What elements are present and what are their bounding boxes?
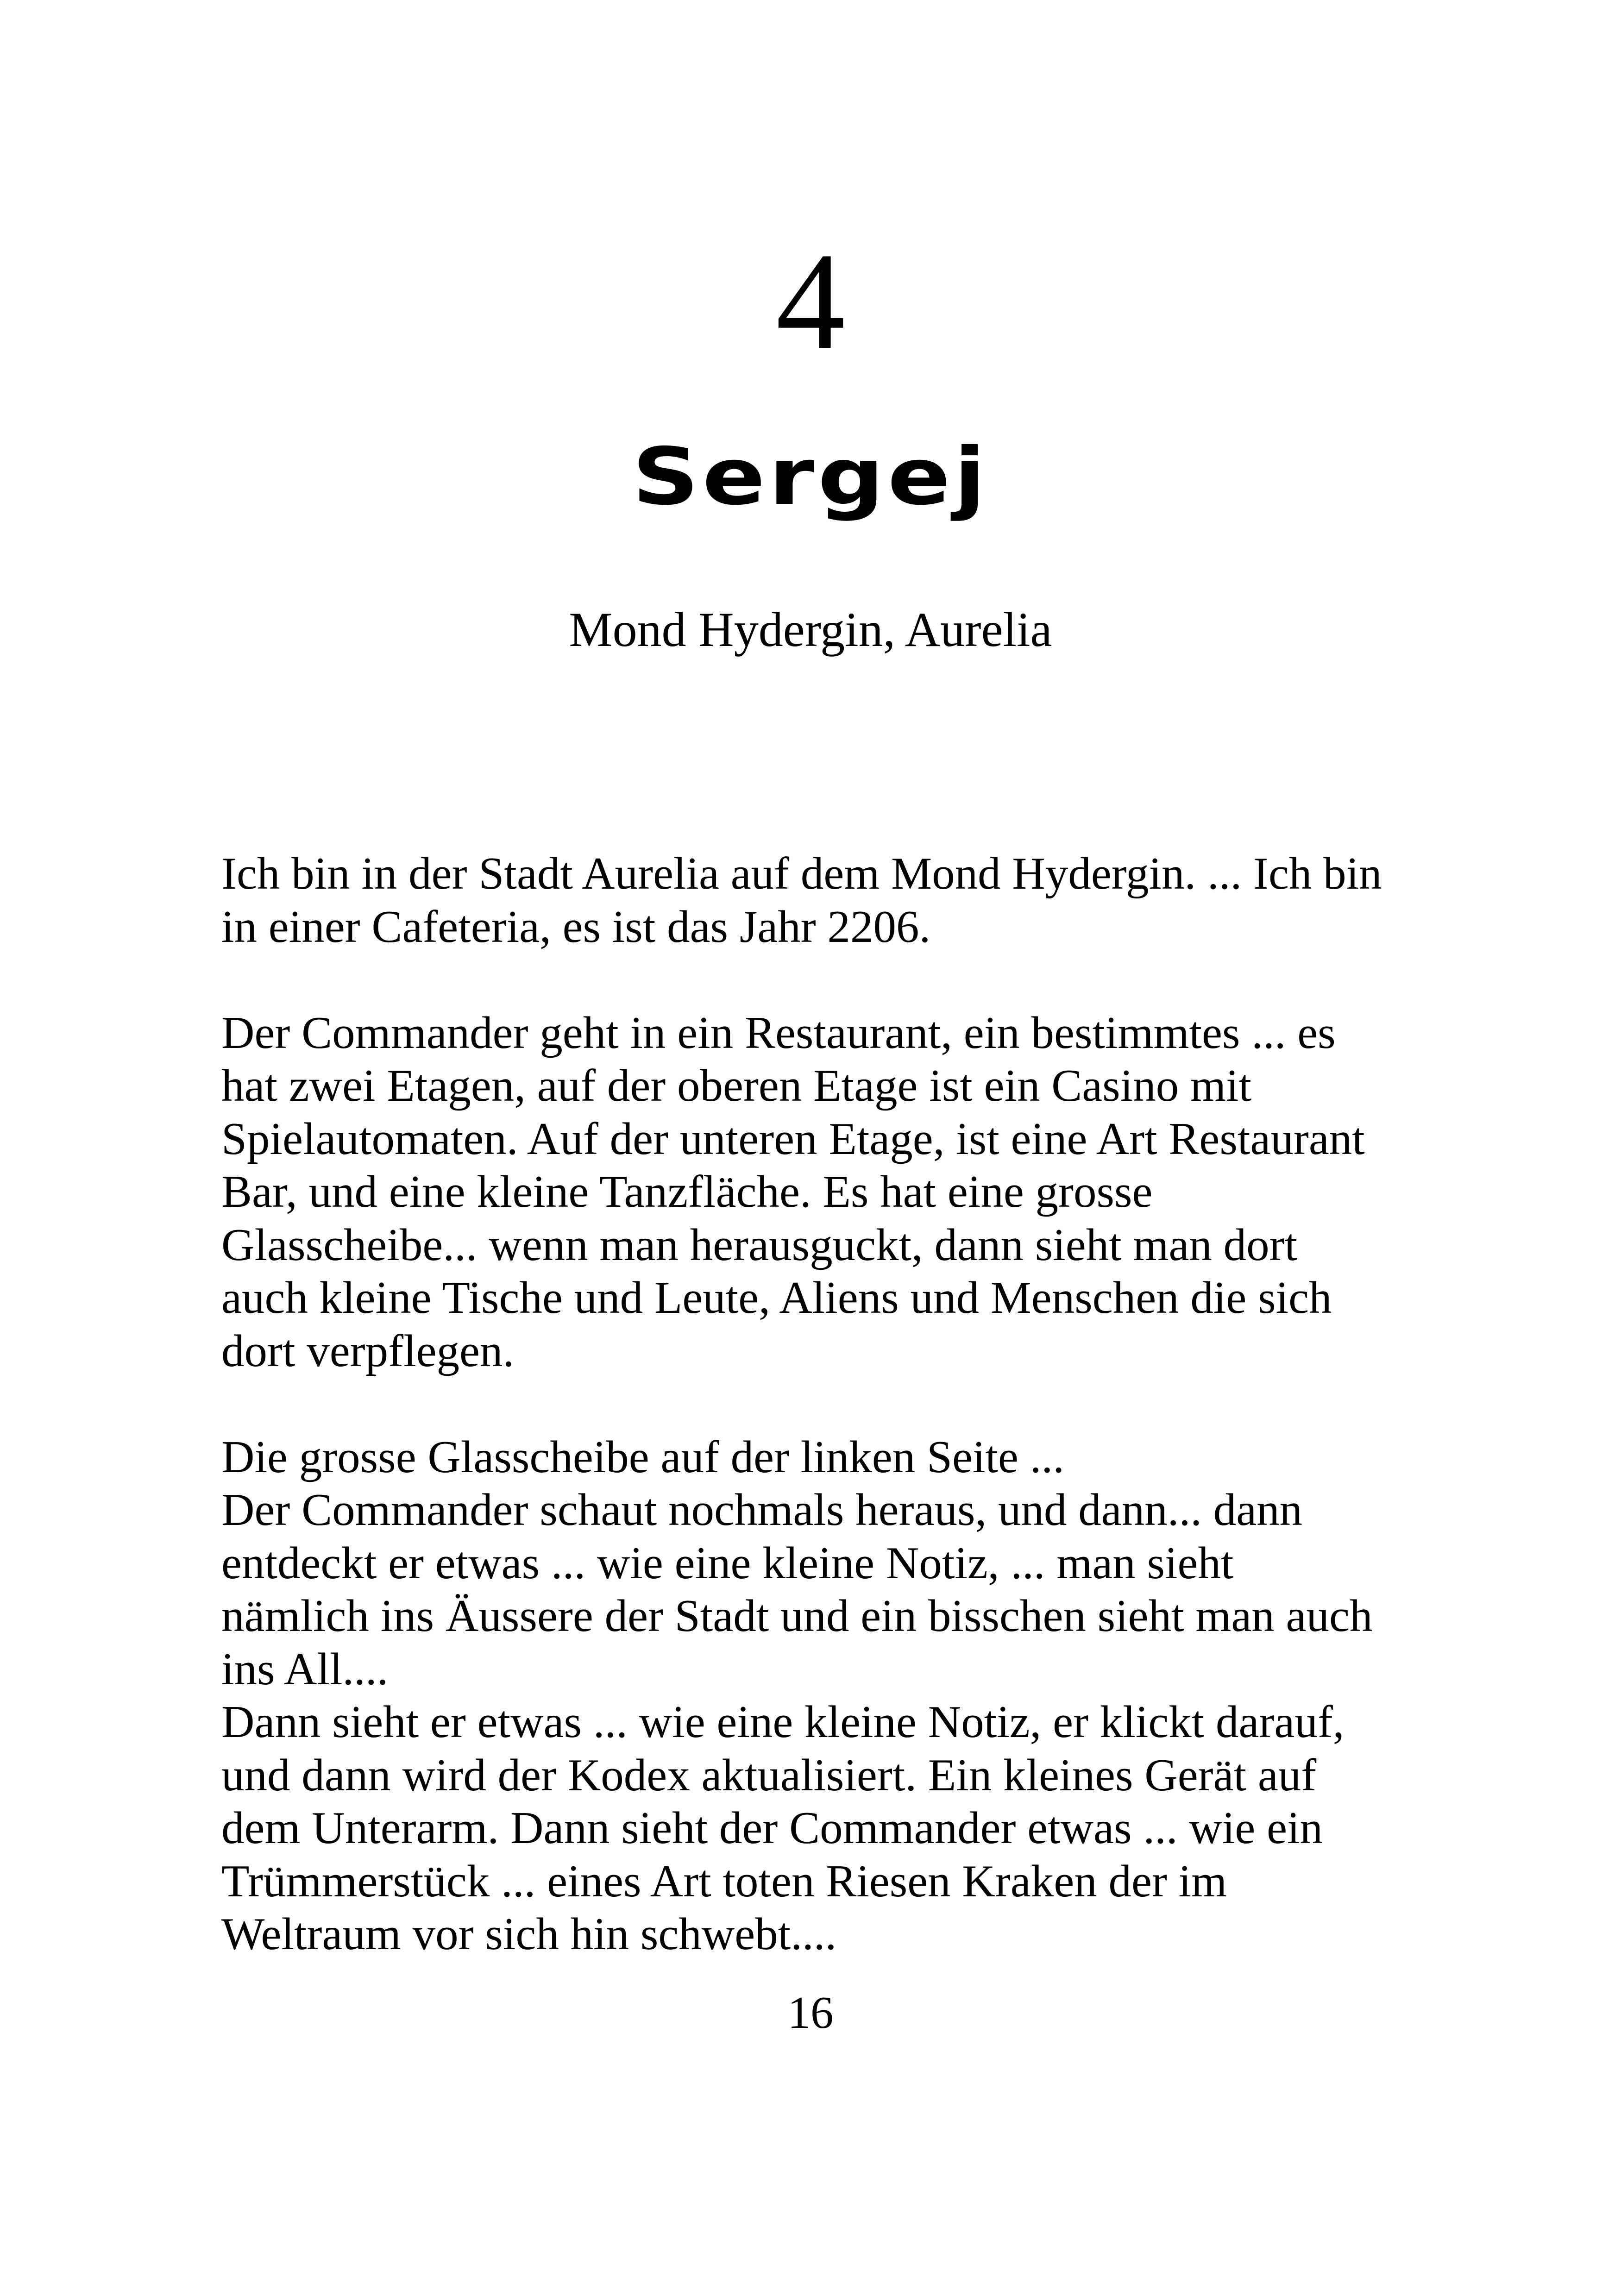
text-line: Bar, und eine kleine Tanzfläche. Es hat eine grosse [221,1167,1153,1217]
text-line: Glasscheibe... wenn man herausguckt, dann sieht man dort [221,1219,1298,1270]
text-line: Weltraum vor sich hin schwebt.... [221,1909,837,1959]
text-line: Trümmerstück ... eines Art toten Riesen Kraken der im [221,1856,1227,1907]
text-line: Der Commander geht in ein Restaurant, ein bestimmtes ... es [221,1007,1336,1058]
chapter-title: Sergej [632,431,989,523]
text-line: Ich bin in der Stadt Aurelia auf dem Mond Hydergin. ... Ich bin [221,848,1382,899]
text-line: auch kleine Tische und Leute, Aliens und Menschen die sich [221,1273,1332,1323]
text-line: dem Unterarm. Dann sieht der Commander etwas ... wie ein [221,1803,1323,1853]
text-line: dort verpflegen. [221,1325,515,1376]
text-line: Dann sieht er etwas ... wie eine kleine Notiz, er klickt darauf, [221,1697,1345,1747]
text-line: ins All.... [221,1644,389,1694]
page-number: 16 [787,1988,834,2038]
text-line: Der Commander schaut nochmals heraus, und dann... dann [221,1485,1303,1535]
chapter-number: 4 [776,224,845,378]
text-line: in einer Cafeteria, es ist das Jahr 2206. [221,901,931,952]
chapter-subtitle: Mond Hydergin, Aurelia [569,602,1052,657]
text-line: entdeckt er etwas ... wie eine kleine Notiz, ... man sieht [221,1537,1234,1588]
text-line: nämlich ins Äussere der Stadt und ein bisschen sieht man auch [221,1591,1373,1641]
paragraph [221,1007,1426,1378]
text-line: Die grosse Glasscheibe auf der linken Seite ... [221,1431,1064,1482]
body-text [221,847,1426,2014]
text-line: hat zwei Etagen, auf der oberen Etage ist ein Casino mit [221,1060,1251,1111]
text-line: Spielautomaten. Auf der unteren Etage, ist eine Art Restaurant [221,1113,1365,1164]
paragraph [221,1431,1426,1961]
paragraph [221,847,1426,954]
text-line: und dann wird der Kodex aktualisiert. Ein kleines Gerät auf [221,1750,1317,1800]
